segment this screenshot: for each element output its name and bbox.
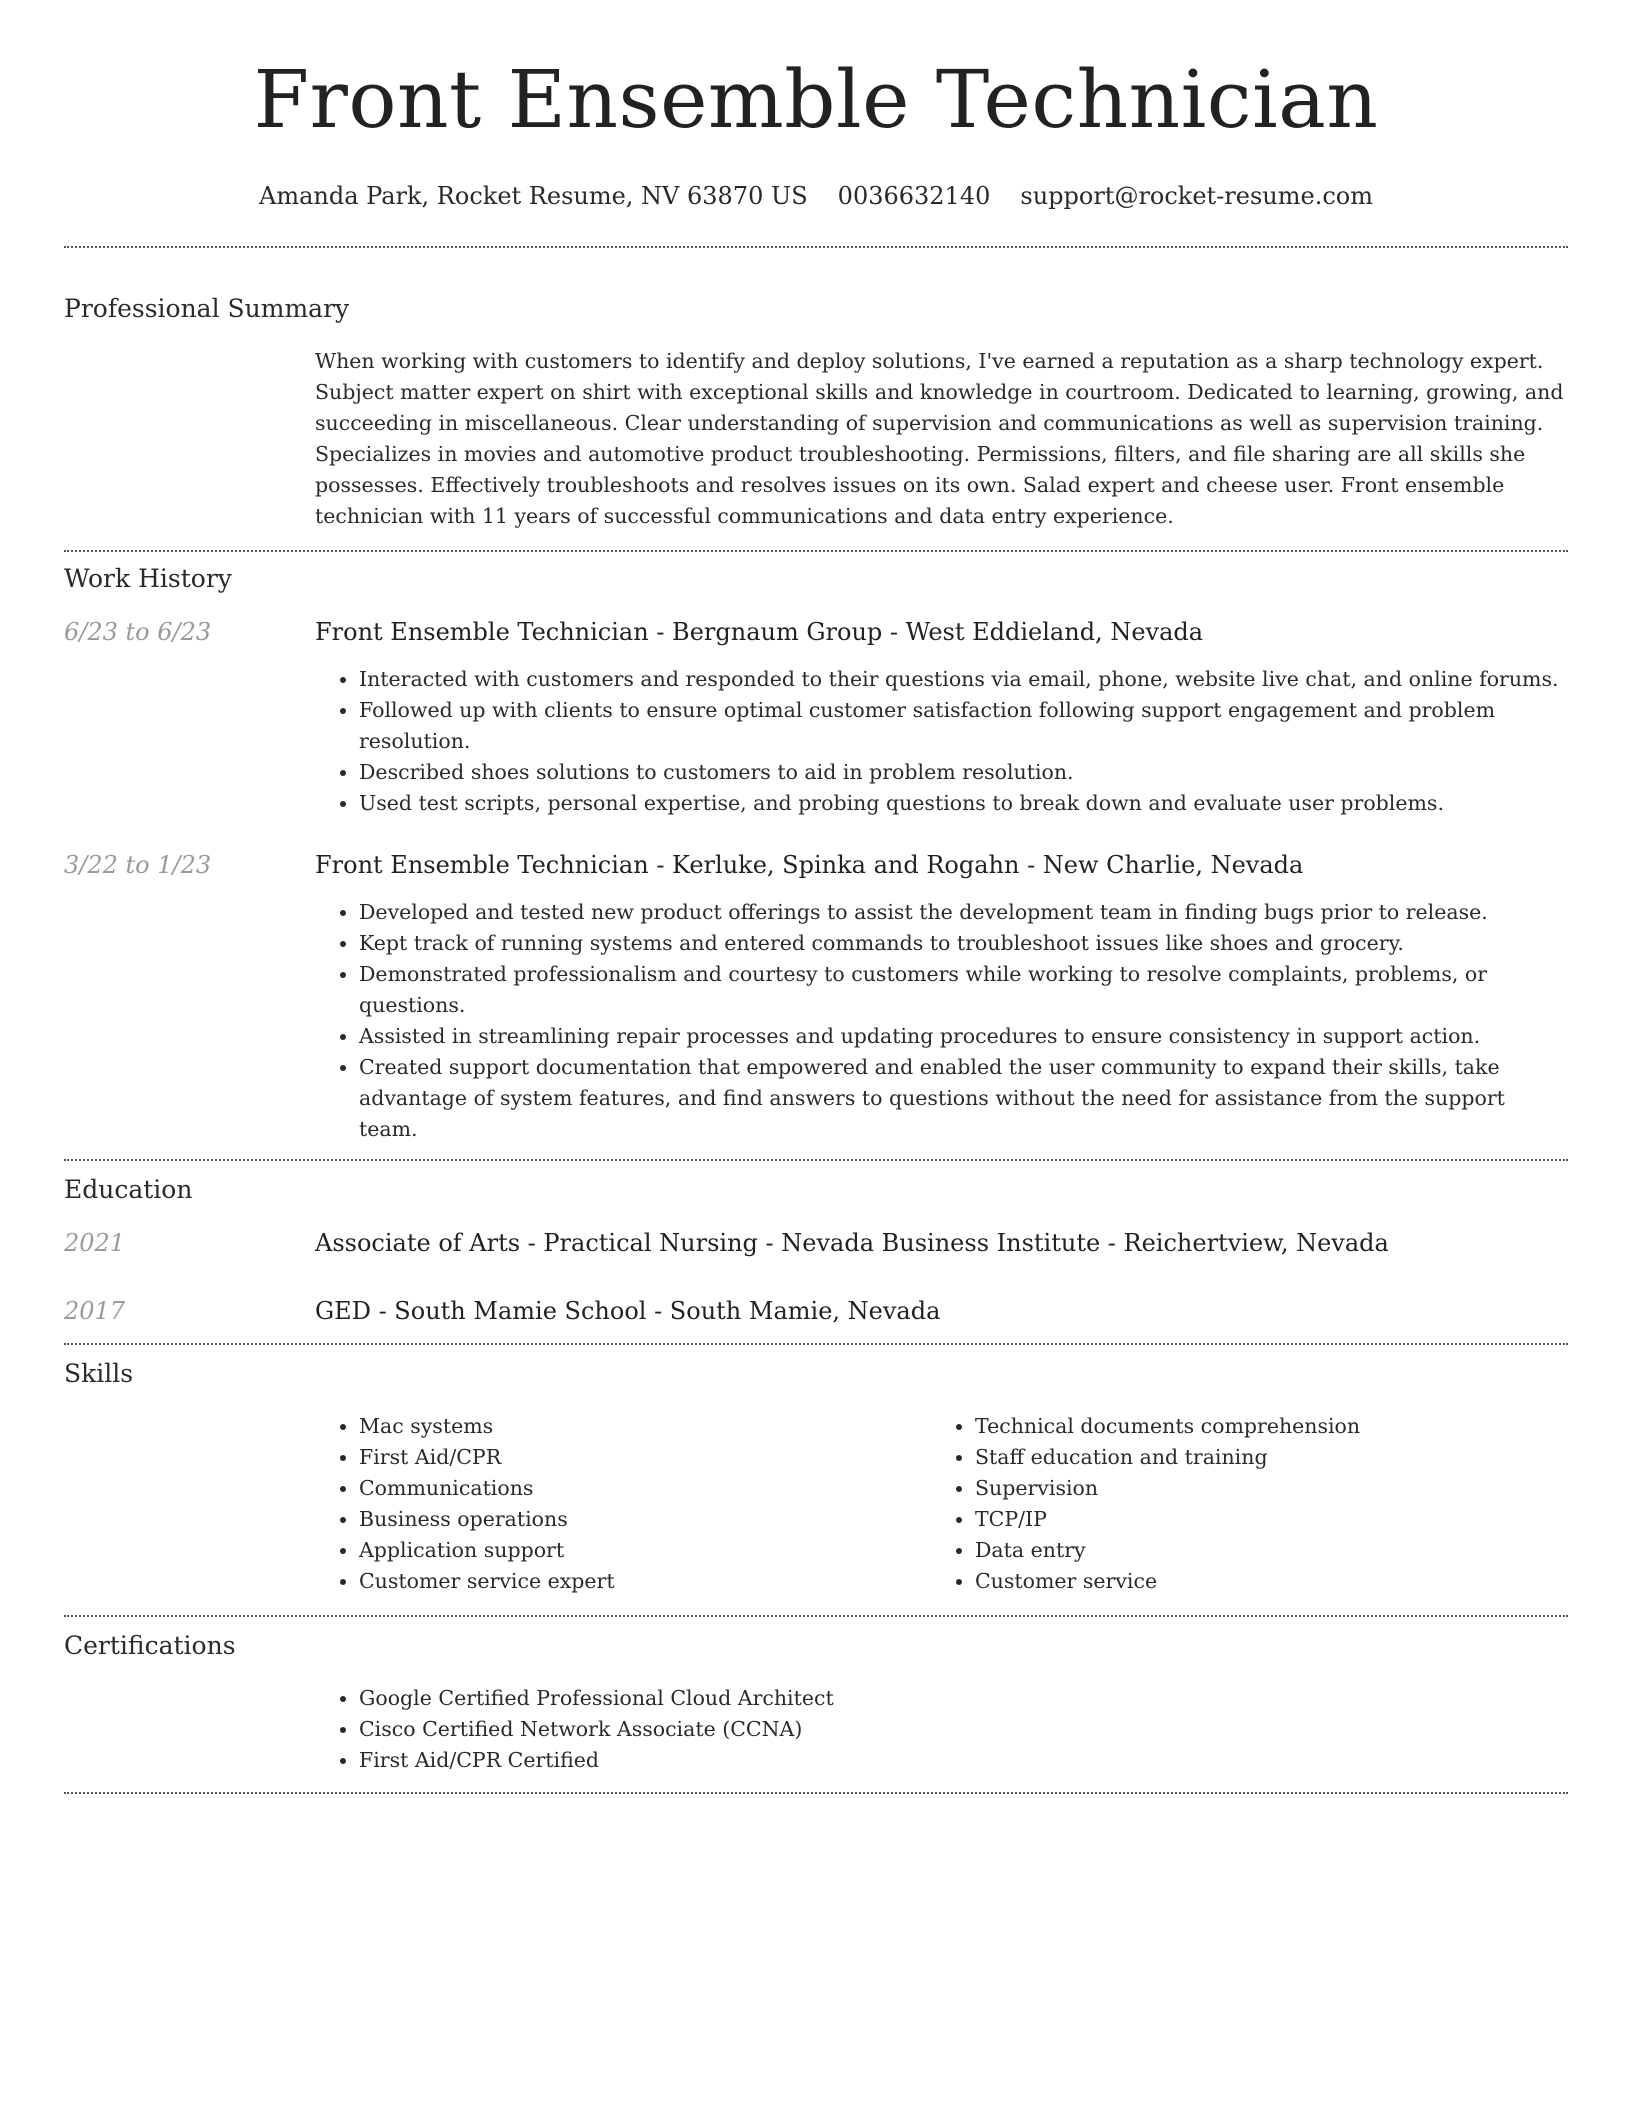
list-item: • Application support [359,1535,931,1566]
skills-column-right [931,1411,1547,1597]
list-item: • Described shoes solutions to customers to aid in problem resolution. [359,757,1568,788]
education-heading: GED - South Mamie School - South Mamie, Nevada [315,1297,941,1325]
section-title-skills: Skills [64,1359,134,1388]
education-year: 2021 [64,1229,126,1257]
list-item: • Kept track of running systems and entered commands to troubleshoot issues like shoes and grocery. [359,928,1568,959]
contact-phone: 0036632140 [837,182,991,210]
list-item: • Developed and tested new product offerings to assist the development team in finding bugs prior to release. [359,897,1568,928]
divider [64,246,1568,248]
contact-address: Amanda Park, Rocket Resume, NV 63870 US [259,182,808,210]
work-bullets [315,664,1568,819]
list-item: • Followed up with clients to ensure optimal customer satisfaction following support engagement and problem resolution. [359,695,1568,757]
section-title-certifications: Certifications [64,1631,236,1660]
list-item: • Demonstrated professionalism and courtesy to customers while working to resolve complaints, problems, or questions. [359,959,1568,1021]
education-entry [64,1295,1568,1327]
work-entry [64,849,1568,1145]
list-item: • Data entry [975,1535,1547,1566]
skills-list [315,1411,1568,1615]
section-title-work-history: Work History [64,564,232,593]
list-item: • Interacted with customers and responded to their questions via email, phone, website live chat, and online forums. [359,664,1568,695]
list-item: • TCP/IP [975,1504,1547,1535]
work-dates: 6/23 to 6/23 [64,618,212,646]
section-title-education: Education [64,1175,193,1204]
list-item: • Created support documentation that empowered and enabled the user community to expand their skills, take advantage of system features, and find answers to questions without the need for assistance from the support team. [359,1052,1568,1145]
certifications-list [315,1683,1568,1792]
summary-text: When working with customers to identify and deploy solutions, I've earned a reputation as a sharp technology expert. Subject matter expert on shirt with exceptional skills and knowledge in courtroom. Dedicated to learning, growing, and succeeding in miscellaneous. Clear understanding of supervision and communications as well as supervision training. Specializes in movies and automotive product troubleshooting. Permissions, filters, and file sharing are all skills she possesses. Effectively troubleshoots and resolves issues on its own. Salad expert and cheese user. Front ensemble technician with 11 years of successful communications and data entry experience. [315,349,1564,528]
divider [64,550,1568,552]
work-heading: Front Ensemble Technician - Bergnaum Group - West Eddieland, Nevada [315,618,1204,646]
divider [64,1792,1568,1794]
list-item: • Customer service [975,1566,1547,1597]
list-item: • Cisco Certified Network Associate (CCNA) [359,1714,1568,1745]
list-item: • Communications [359,1473,931,1504]
list-item: • Supervision [975,1473,1547,1504]
list-item: • Assisted in streamlining repair processes and updating procedures to ensure consistency in support action. [359,1021,1568,1052]
divider [64,1343,1568,1345]
section-title-summary: Professional Summary [64,294,350,323]
list-item: • Staff education and training [975,1442,1547,1473]
skills-column-left [315,1411,931,1597]
divider [64,1159,1568,1161]
work-heading: Front Ensemble Technician - Kerluke, Spinka and Rogahn - New Charlie, Nevada [315,851,1304,879]
education-year: 2017 [64,1297,126,1325]
education-entry [64,1227,1568,1259]
list-item: • Mac systems [359,1411,931,1442]
contact-line [64,180,1568,212]
list-item: • First Aid/CPR [359,1442,931,1473]
resume-title: Front Ensemble Technician [253,53,1379,146]
contact-email: support@rocket-resume.com [1020,182,1373,210]
list-item: • First Aid/CPR Certified [359,1745,1568,1776]
divider [64,1615,1568,1617]
list-item: • Technical documents comprehension [975,1411,1547,1442]
list-item: • Used test scripts, personal expertise, and probing questions to break down and evaluate user problems. [359,788,1568,819]
work-bullets [315,897,1568,1145]
resume-page [64,0,1568,1794]
work-dates: 3/22 to 1/23 [64,851,212,879]
list-item: • Customer service expert [359,1566,931,1597]
list-item: • Business operations [359,1504,931,1535]
education-heading: Associate of Arts - Practical Nursing - Nevada Business Institute - Reichertview, Nevada [315,1229,1389,1257]
work-entry [64,616,1568,819]
list-item: • Google Certified Professional Cloud Architect [359,1683,1568,1714]
